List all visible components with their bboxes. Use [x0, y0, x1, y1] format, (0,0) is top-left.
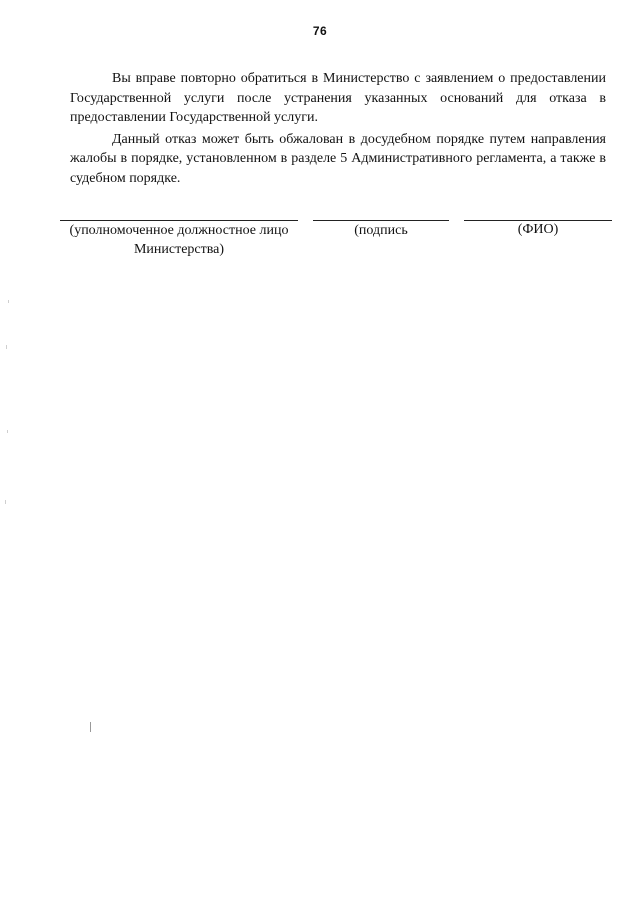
official-label-line2: Министерства) [133, 242, 225, 257]
document-body [70, 69, 606, 190]
paragraph-appeal: Данный отказ может быть обжалован в досудебном порядке путем направления жалобы в порядке, установленном в разделе 5 Административного регламента, а также в судебном порядке. [70, 131, 606, 186]
scan-artifact [7, 430, 8, 433]
paragraph-reapply: Вы вправе повторно обратиться в Министерство с заявлением о предоставлении Государственной услуги после устранения указанных оснований для отказа в предоставлении Государственной услуги. [70, 71, 606, 125]
official-label [60, 221, 298, 259]
scan-artifact [90, 722, 91, 732]
signature-label: (подпись [354, 223, 408, 238]
scan-artifact [8, 300, 9, 303]
page-number: 76 [312, 24, 328, 38]
scan-artifact [6, 345, 7, 349]
name-label: (ФИО) [517, 222, 559, 237]
official-label-line1: (уполномоченное должностное лицо [69, 223, 289, 238]
scan-artifact [5, 500, 6, 504]
